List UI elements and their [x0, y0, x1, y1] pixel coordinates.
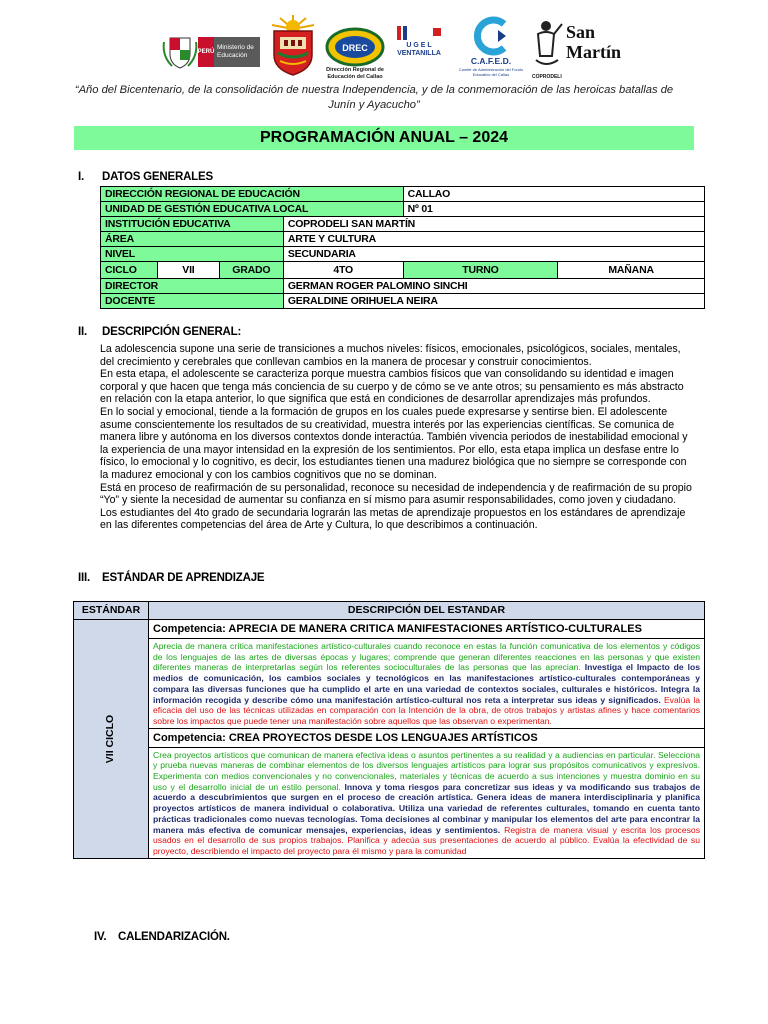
area-value: ARTE Y CULTURA	[283, 232, 704, 247]
shift-label: TURNO	[403, 262, 558, 279]
section-heading-calendar	[94, 931, 230, 943]
competency-label: Competencia:	[153, 731, 226, 744]
section-heading-general-data	[78, 171, 213, 183]
peru-coat-of-arms-icon	[162, 32, 198, 72]
cafed-logo	[460, 16, 522, 80]
table-row	[101, 294, 705, 309]
drec-logo	[323, 25, 387, 81]
drec-badge-icon	[323, 25, 387, 67]
grade-value: 4TO	[283, 262, 403, 279]
competency-title-row	[149, 620, 705, 639]
description-paragraph: En lo social y emocional, tiende a la formación de grupos en los cuales puede expresarse y sentirse bien. El adolescente asume conscientemente los resultados de su creatividad, muestra interés por las experiencias científicas. Se comunica de manera libre y autónoma en los diversos contextos donde interactúa. También vivencia periodos de inestabilidad emocional y la experiencia de una mayor intensidad en la expresión de los sentimientos. Por ello, esta etapa implica un desfase entre lo físico, lo emocional y lo cognitivo, es decir, los estudiantes tienen una madurez biológica que no siempre se corresponde con la madurez emocional y con los cambios cognitivos que no se dominan.	[100, 405, 688, 481]
teacher-label: DOCENTE	[101, 294, 284, 309]
description-paragraph: En esta etapa, el adolescente se caracteriza porque muestra cambios físicos que van consolidando su identidad e imagen corporal y que hacen que tenga más conciencia de su cuerpo y de cómo se ve ante otros; su pensamiento es más abstracto en relación con la etapa anterior, lo que significa que está en condiciones de desarrollar aprendizajes más profundos.	[100, 368, 684, 406]
minedu-logo	[162, 31, 262, 73]
grade-label: GRADO	[219, 262, 283, 279]
cafed-name: C.A.F.E.D.	[470, 56, 512, 66]
section-number: III.	[78, 572, 90, 584]
ugel-text: U G E L VENTANILLA	[397, 42, 441, 57]
table-row	[101, 262, 705, 279]
director-label: DIRECTOR	[101, 279, 284, 294]
competency-label: Competencia:	[153, 623, 226, 635]
san-martin-line2: Martín	[566, 42, 621, 62]
dre-value: CALLAO	[403, 187, 704, 202]
institution-label: INSTITUCIÓN EDUCATIVA	[101, 217, 284, 232]
table-row	[101, 232, 705, 247]
year-motto: “Año del Bicentenario, de la consolidación de nuestra Independencia, y de la conmemoración de las heroicas batallas de Junín y Ayacucho”	[74, 84, 674, 111]
standard-text-green: Crea proyectos artísticos que comunican de manera efectiva ideas o asuntos pertinentes a su realidad y a audiencias en particular. Selecciona y prueba nuevas maneras de combinar elementos de los diversos lenguajes artísticos para lograr sus propósitos comunicativos y expresivos. Experimenta con medios convencionales y no convencionales, materiales y técnicas de acuerdo a sus intenciones y muestra dominio en su uso y el desarrollo inicial de un estilo personal.	[153, 749, 700, 792]
competency-title: CREA PROYECTOS DESDE LOS LENGUAJES ARTÍSTICOS	[228, 731, 538, 744]
table-row	[74, 620, 705, 639]
table-row	[74, 747, 705, 858]
standard-header: ESTÁNDAR	[74, 602, 149, 620]
section-heading-description	[78, 326, 241, 338]
standard-text-blue: Innova y toma riesgos para concretizar sus ideas y va modificando sus trabajos de acuerdo a descubrimientos que surgen en el proceso de creación artística. Genera ideas de manera interdisciplinaria y planifica proyectos artísticos de manera individual o colaborativa. Utiliza una variedad de referentes culturales, tomando en cuenta tanto prácticas tradicionales como nuevas tecnologías. Toma decisiones al combinar y manipular los elementos del arte para encontrar la manera más efectiva de comunicar mensajes, experiencias, ideas y sentimientos.	[153, 781, 700, 835]
director-value: GERMAN ROGER PALOMINO SINCHI	[283, 279, 704, 294]
table-row	[74, 728, 705, 747]
level-label: NIVEL	[101, 247, 284, 262]
section-label: DATOS GENERALES	[102, 171, 213, 183]
table-row	[74, 639, 705, 729]
general-description	[100, 343, 695, 532]
callao-government-crest-icon	[264, 13, 322, 77]
table-row	[101, 187, 705, 202]
competency-description	[149, 747, 705, 858]
description-header: DESCRIPCIÓN DEL ESTANDAR	[149, 602, 705, 620]
standard-text-red: Registra de manera visual y escrita los procesos usados en el desarrollo de sus propios trabajos. Planifica y adecúa sus presentaciones de acuerdo al público. Evalúa la efectividad de su proyecto, describiendo el impacto del proyecto para él mismo y para la comunidad	[153, 824, 700, 856]
section-heading-standards	[78, 572, 264, 584]
drec-caption: Dirección Regional de Educación del Callao	[326, 67, 384, 80]
cycle-side-cell	[74, 620, 149, 859]
dre-label: DIRECCIÓN REGIONAL DE EDUCACIÓN	[101, 187, 404, 202]
peru-label: PERÚ	[198, 37, 214, 67]
section-number: IV.	[94, 931, 107, 943]
section-number: I.	[78, 171, 84, 183]
section-number: II.	[78, 326, 87, 338]
shift-value: MAÑANA	[558, 262, 705, 279]
table-row	[101, 202, 705, 217]
general-data-table	[100, 186, 705, 309]
cafed-subtitle: Comité de Administración del Fondo Educativo del Callao	[458, 67, 524, 77]
competency-title-row	[149, 728, 705, 747]
table-header-row	[74, 602, 705, 620]
table-row	[101, 279, 705, 294]
logo-strip	[0, 10, 768, 82]
san-martin-logo	[530, 16, 621, 82]
teacher-value: GERALDINE ORIHUELA NEIRA	[283, 294, 704, 309]
ugel-value: Nº 01	[403, 202, 704, 217]
description-paragraph: Está en proceso de reafirmación de su personalidad, reconoce su necesidad de independencia y de reafirmación de su propio “Yo” y siente la necesidad de aumentar su confianza en sí mismo para asumir responsabilidades, como joven y ciudadano.	[100, 481, 692, 507]
section-label: CALENDARIZACIÓN.	[118, 931, 230, 943]
san-martin-name	[566, 22, 621, 62]
san-martin-figure-icon	[530, 16, 566, 72]
section-label: DESCRIPCIÓN GENERAL:	[102, 326, 242, 338]
institution-value: COPRODELI SAN MARTÍN	[283, 217, 704, 232]
cycle-side-label: VII CICLO	[104, 714, 116, 764]
table-row	[101, 247, 705, 262]
drec-badge-text: DREC	[342, 43, 368, 53]
cafed-mark-icon	[460, 16, 522, 56]
competency-title: APRECIA DE MANERA CRITICA MANIFESTACIONES ARTÍSTICO-CULTURALES	[228, 623, 642, 635]
standards-table	[73, 601, 705, 859]
ugel-mark-icon	[393, 24, 445, 42]
competency-description	[149, 639, 705, 729]
section-label: ESTÁNDAR DE APRENDIZAJE	[102, 572, 265, 584]
area-label: ÁREA	[101, 232, 284, 247]
standard-text-green: Aprecia de manera crítica manifestaciones artístico-culturales cuando reconoce en estas la función comunicativa de los elementos y códigos de los lenguajes de las artes de diversas épocas y lugares; comprende que generan diferentes reacciones en las personas y que existen diferentes maneras de interpretarlas según los referentes socioculturales de las personas que las aprecian.	[153, 641, 700, 673]
description-paragraph: Los estudiantes del 4to grado de secundaria lograrán las metas de aprendizaje propuestos en los estándares de aprendizaje en las diferentes competencias del área de Arte y Cultura, lo que describimos a continuación.	[100, 506, 686, 532]
san-martin-line1: San	[566, 22, 596, 42]
cycle-label: CICLO	[101, 262, 158, 279]
standard-text-red: Evalúa la eficacia del uso de las técnicas utilizadas en comparación con la Intención de la obra, de otros trabajos y artistas afines y hace comentarios sobre los impactos que puede tener una manifestación sobre aquellos que las observan o experimentan.	[153, 694, 701, 726]
ministry-label: Ministerio de Educación	[214, 37, 260, 67]
table-row	[101, 217, 705, 232]
coprodeli-caption: COPRODELI	[532, 74, 562, 80]
ugel-label: UNIDAD DE GESTIÓN EDUCATIVA LOCAL	[101, 202, 404, 217]
description-paragraph: La adolescencia supone una serie de transiciones a muchos niveles: físicos, emocionales, psicológicos, sociales, mentales, del crecimiento y cerebrales que conllevan cambios en la manera de procesar y construir conocimientos.	[100, 343, 681, 368]
ugel-logo	[393, 24, 445, 80]
level-value: SECUNDARIA	[283, 247, 704, 262]
page-title: PROGRAMACIÓN ANUAL – 2024	[74, 126, 694, 150]
cycle-value: VII	[157, 262, 219, 279]
standard-text-blue: Investiga el Impacto de los medios de comunicación, los cambios sociales y tecnológicos en las manifestaciones artístico-culturales contemporáneas y compara las diversas funciones que ha cumplido el arte en una variedad de contextos sociales, culturales e históricos. Integra la información recogida y describe cómo una manifestación artístico-cultural nos reta a interpretar sus ideas y significados.	[153, 662, 701, 705]
